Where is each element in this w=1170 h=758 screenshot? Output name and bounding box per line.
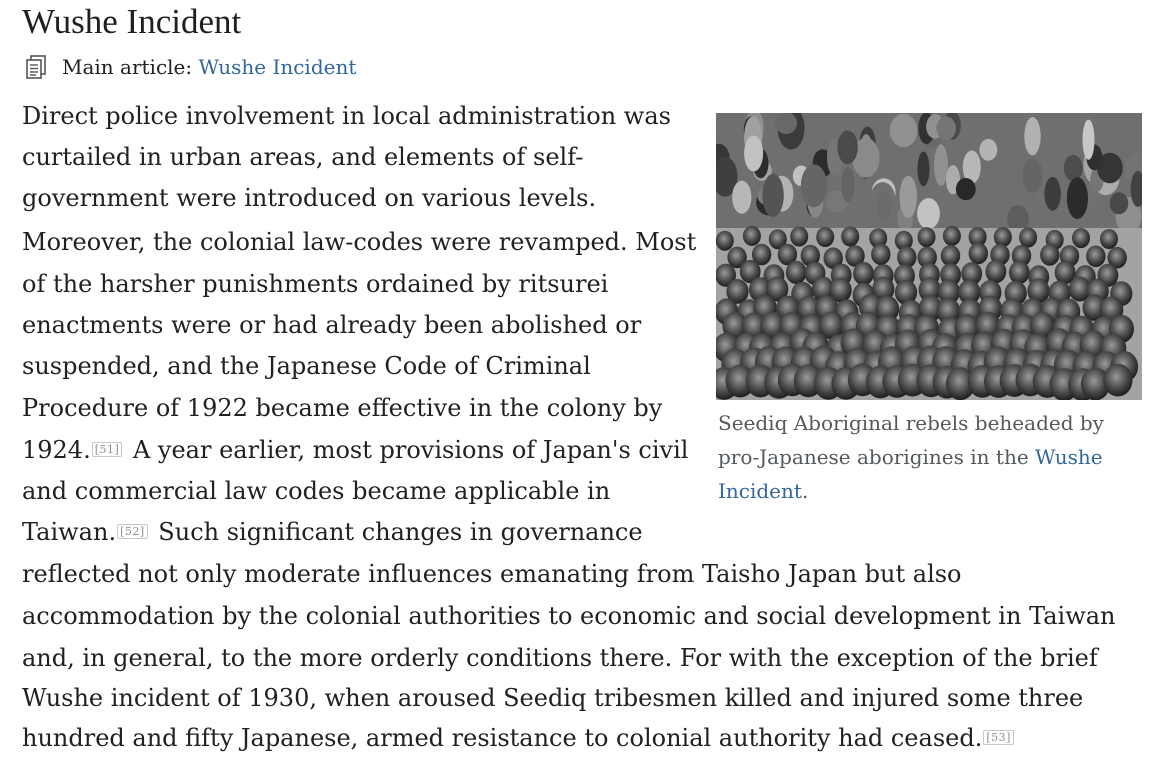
paragraph-text: Taiwan. [22,518,117,546]
caption-link[interactable]: Wushe Incident [718,445,1103,503]
paragraph-line: Procedure of 1922 became effective in the colony by [22,394,663,422]
reference-51-link[interactable]: [51] [92,442,123,457]
paragraph-line: Wushe incident of 1930, when aroused Seediq tribesmen killed and injured some three [22,684,1084,712]
reference-53-link[interactable]: [53] [983,730,1014,745]
main-article-link[interactable]: Wushe Incident [198,55,357,79]
paragraph-text: hundred and fifty Japanese, armed resistance to colonial authority had ceased. [22,724,983,752]
caption-text: Seediq Aboriginal rebels beheaded by pro-Japanese aborigines in the [718,411,1104,469]
paragraph-line [22,512,643,552]
paragraph-line: enactments were or had already been abolished or [22,311,642,339]
paragraph-text: A year earlier, most provisions of Japan's civil [125,436,689,464]
paragraph-text: Such significant changes in governance [150,518,643,546]
paragraph-line [22,430,688,470]
paragraph-line: accommodation by the colonial authorities to economic and social development in Taiwan [22,602,1116,630]
caption-end: . [801,479,809,503]
paragraph-line: and commercial law codes became applicable in [22,477,611,505]
hatnote [24,54,356,80]
paragraph-line: suspended, and the Japanese Code of Criminal [22,352,591,380]
figure-caption [718,406,1148,508]
paragraph-line: Direct police involvement in local administration was [22,102,671,130]
paragraph-line: curtailed in urban areas, and elements of self- [22,143,584,171]
section-heading: Wushe Incident [22,2,242,41]
hatnote-prefix: Main article: [62,55,199,79]
document-icon [24,54,50,80]
paragraph-line: of the harsher punishments ordained by ritsurei [22,270,609,298]
paragraph-line: and, in general, to the more orderly conditions there. For with the exception of the brief [22,644,1098,672]
figure-photo[interactable] [716,113,1142,400]
photo-image [716,113,1142,400]
reference-52-link[interactable]: [52] [117,524,148,539]
paragraph-line: Moreover, the colonial law-codes were revamped. Most [22,228,697,256]
paragraph-text: 1924. [22,436,91,464]
paragraph-line: government were introduced on various levels. [22,184,597,212]
paragraph-line [22,718,1017,758]
paragraph-line: reflected not only moderate influences emanating from Taisho Japan but also [22,560,962,588]
